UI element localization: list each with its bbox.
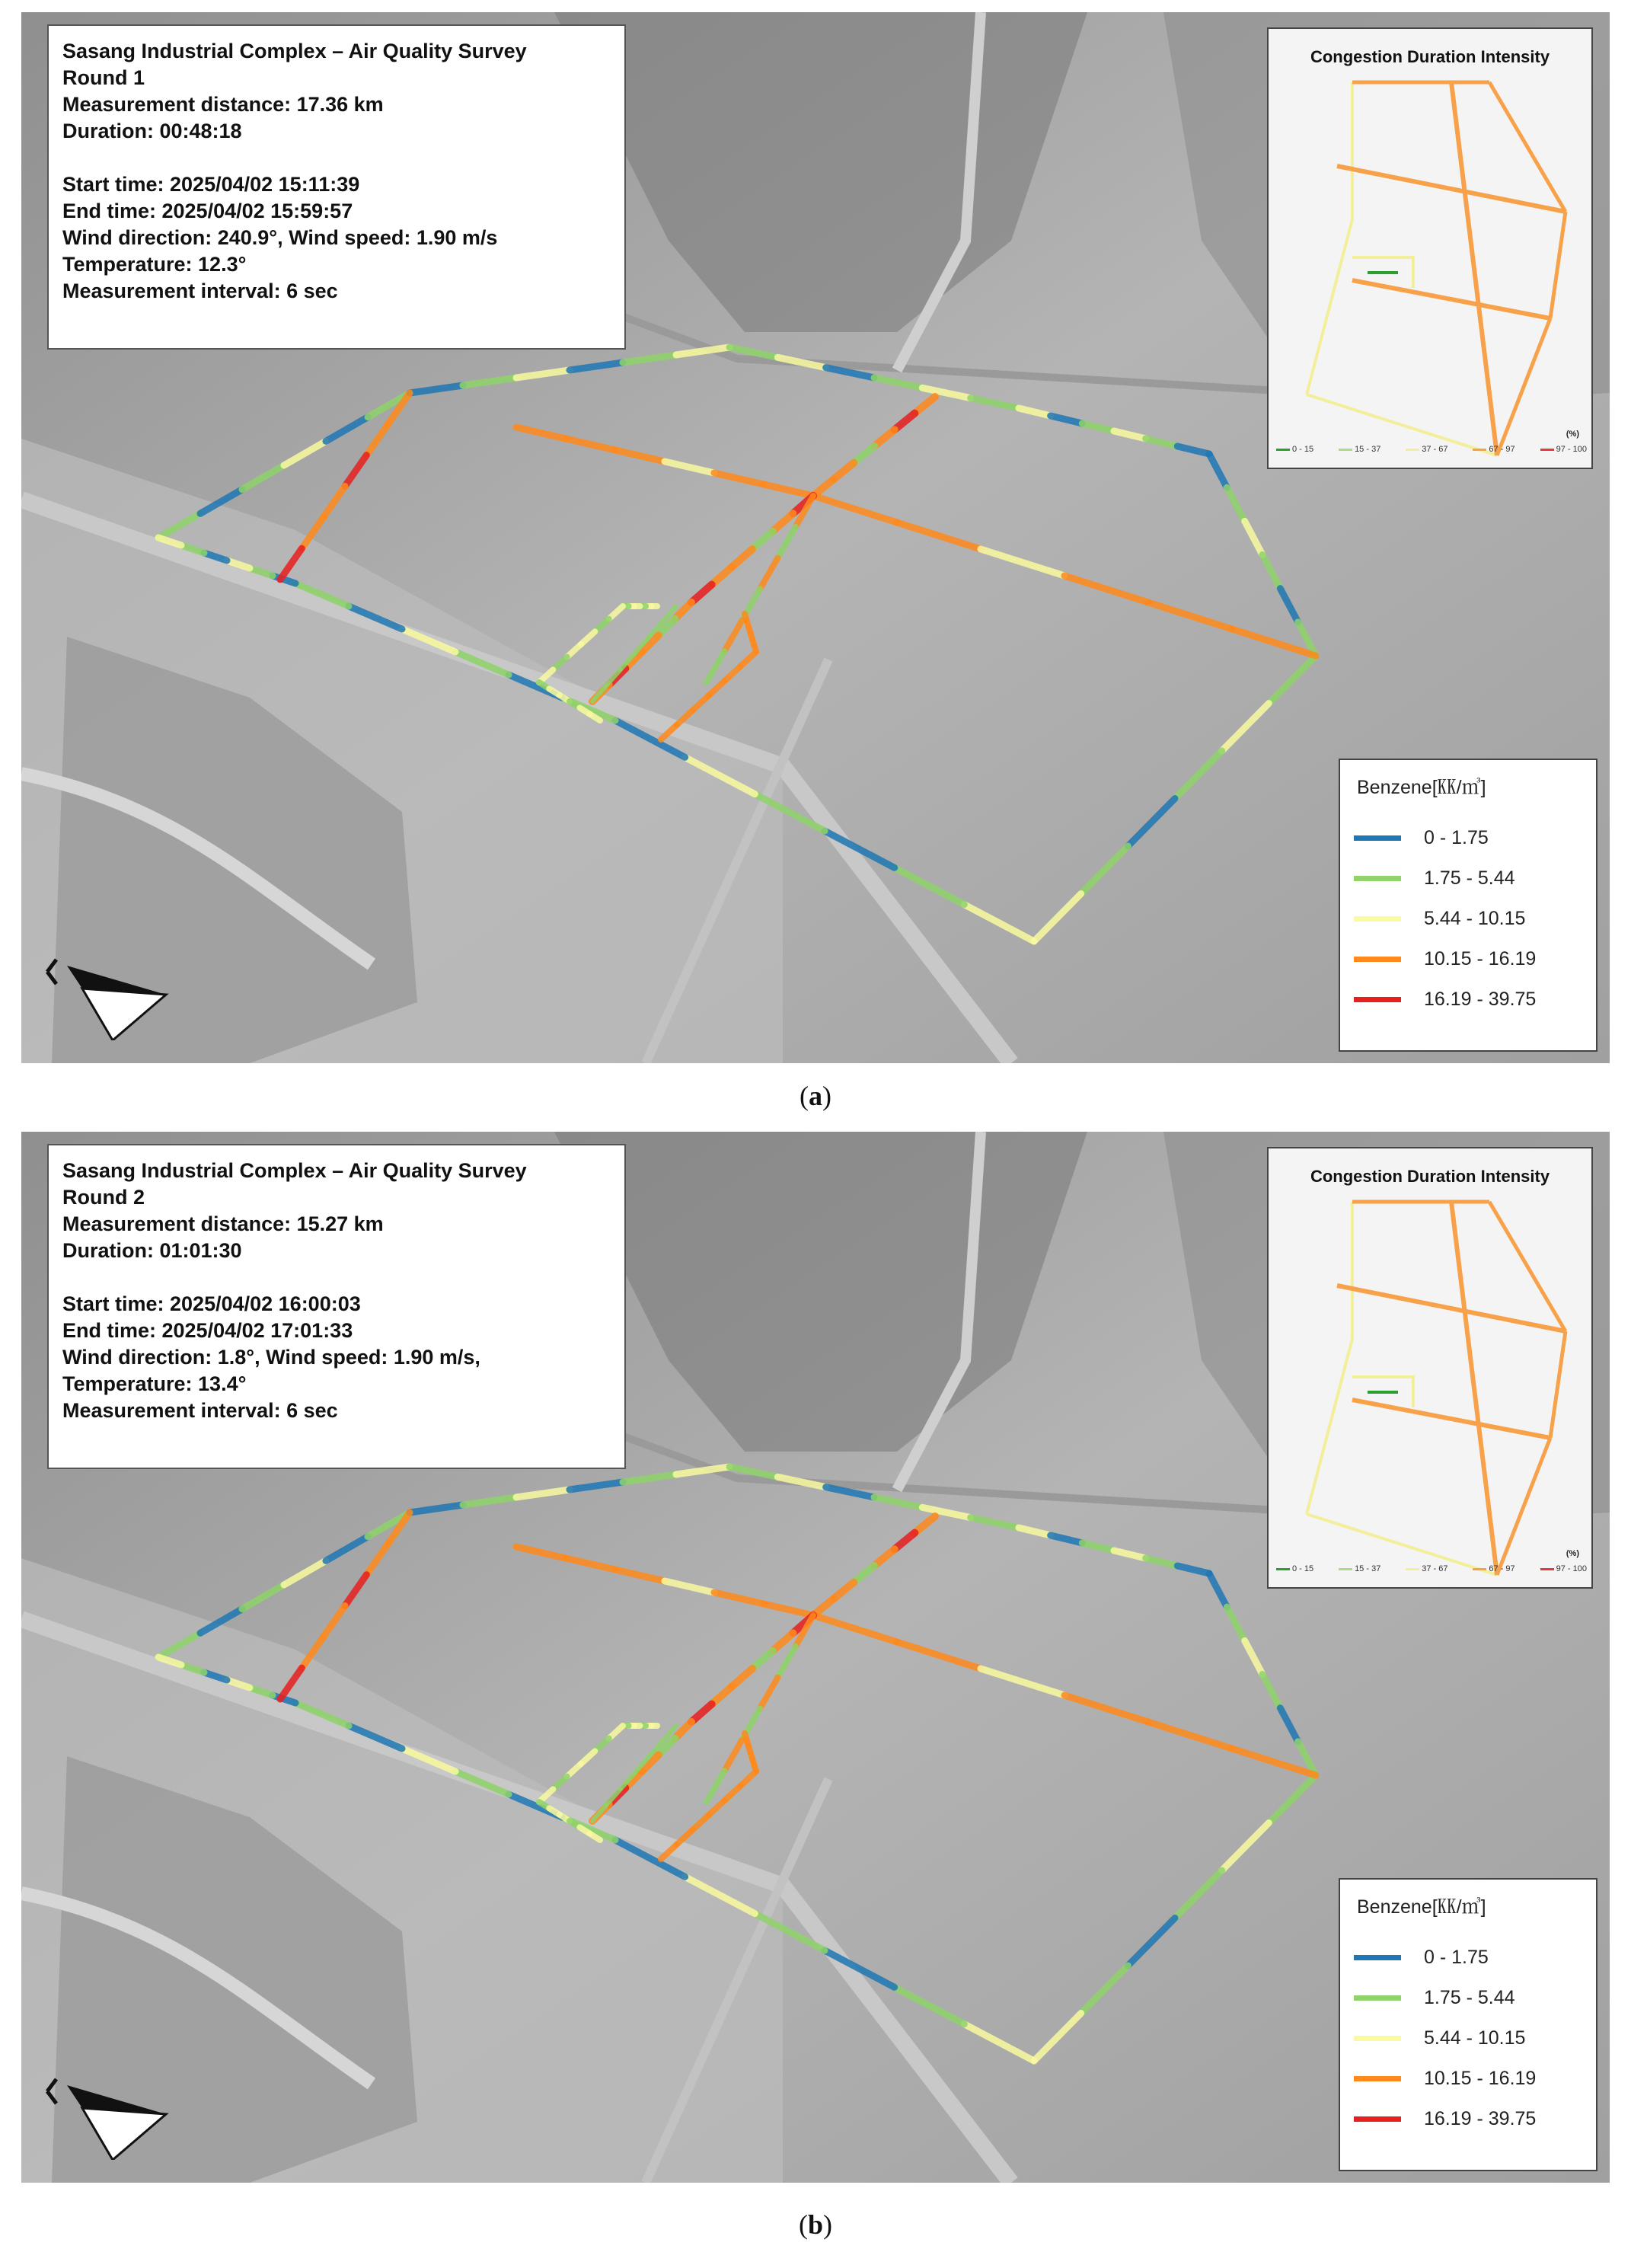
inset-legend-swatch (1473, 1568, 1486, 1570)
temperature: Temperature: 13.4° (62, 1372, 247, 1395)
legend-swatch (1354, 916, 1401, 922)
inset-legend-swatch (1339, 449, 1352, 451)
congestion-inset-map (1269, 29, 1591, 468)
inset-legend-label: 0 - 15 (1292, 445, 1314, 454)
survey-duration: Duration: 00:48:18 (62, 120, 242, 142)
inset-legend (1276, 445, 1587, 454)
survey-round: Round 1 (62, 66, 145, 89)
map-panel-a (21, 12, 1610, 1063)
benzene-legend-item (1354, 989, 1536, 1011)
measurement-interval: Measurement interval: 6 sec (62, 280, 338, 302)
start-time: Start time: 2025/04/02 15:11:39 (62, 173, 360, 196)
start-time: Start time: 2025/04/02 16:00:03 (62, 1292, 361, 1315)
legend-label: 1.75 - 5.44 (1424, 867, 1515, 889)
end-time: End time: 2025/04/02 15:59:57 (62, 200, 353, 222)
caption-b: (b) (798, 2209, 833, 2240)
inset-road-segment (1550, 1331, 1566, 1438)
inset-legend-label: 67 - 97 (1489, 445, 1515, 454)
legend-swatch (1354, 1955, 1401, 1960)
inset-road-segment (1497, 1438, 1550, 1575)
inset-legend-item (1540, 1564, 1587, 1573)
map-panel-b (21, 1132, 1610, 2183)
congestion-inset-map (1269, 1148, 1591, 1587)
legend-swatch (1354, 957, 1401, 962)
legend-swatch (1354, 876, 1401, 881)
legend-label: 5.44 - 10.15 (1424, 908, 1526, 929)
benzene-legend-item (1354, 948, 1536, 970)
legend-label: 0 - 1.75 (1424, 1947, 1489, 1968)
inset-road-segment (1451, 1202, 1497, 1575)
legend-label: 0 - 1.75 (1424, 827, 1489, 848)
inset-legend-swatch (1339, 1568, 1352, 1570)
inset-legend-item (1540, 445, 1587, 454)
inset-legend-item (1276, 445, 1313, 454)
inset-legend-swatch (1406, 1568, 1419, 1570)
inset-unit: (%) (1566, 1549, 1579, 1558)
legend-label: 16.19 - 39.75 (1424, 2108, 1537, 2129)
legend-label: 5.44 - 10.15 (1424, 2027, 1526, 2049)
measurement-distance: Measurement distance: 17.36 km (62, 93, 384, 116)
inset-legend-label: 15 - 37 (1355, 1564, 1381, 1573)
survey-round: Round 2 (62, 1186, 145, 1209)
congestion-inset (1267, 27, 1593, 469)
legend-swatch (1354, 835, 1401, 841)
benzene-legend (1339, 759, 1597, 1052)
benzene-legend-item (1354, 867, 1515, 890)
congestion-inset (1267, 1147, 1593, 1589)
inset-legend-item (1339, 445, 1380, 454)
caption-a: (a) (800, 1081, 831, 1111)
benzene-legend (1339, 1878, 1597, 2171)
legend-swatch (1354, 2036, 1401, 2041)
inset-legend-item (1276, 1564, 1313, 1573)
wind-info: Wind direction: 240.9°, Wind speed: 1.90 m/s (62, 226, 498, 249)
benzene-legend-title: Benzene[㏍/㎥] (1357, 777, 1486, 798)
inset-title: Congestion Duration Intensity (1310, 1167, 1550, 1186)
measurement-interval: Measurement interval: 6 sec (62, 1399, 338, 1422)
legend-swatch (1354, 1995, 1401, 2001)
legend-label: 1.75 - 5.44 (1424, 1987, 1515, 2008)
inset-legend-swatch (1276, 1568, 1290, 1570)
benzene-legend-item (1354, 1947, 1489, 1969)
temperature: Temperature: 12.3° (62, 253, 247, 276)
legend-label: 16.19 - 39.75 (1424, 989, 1537, 1010)
survey-title: Sasang Industrial Complex – Air Quality Survey (62, 1159, 527, 1182)
inset-legend-swatch (1540, 1568, 1554, 1570)
measurement-distance: Measurement distance: 15.27 km (62, 1212, 384, 1235)
inset-legend-label: 67 - 97 (1489, 1564, 1515, 1573)
benzene-legend-item (1354, 1987, 1515, 2009)
inset-road-segment (1352, 280, 1550, 318)
inset-road-segment (1307, 219, 1352, 395)
benzene-legend-item (1354, 2027, 1525, 2049)
inset-legend-swatch (1276, 449, 1290, 451)
inset-legend-label: 37 - 67 (1422, 445, 1448, 454)
benzene-legend-item (1354, 908, 1525, 930)
inset-legend-item (1473, 1564, 1514, 1573)
inset-legend-item (1339, 1564, 1380, 1573)
inset-legend-label: 15 - 37 (1355, 445, 1381, 454)
legend-label: 10.15 - 16.19 (1424, 2068, 1537, 2089)
inset-legend-swatch (1406, 449, 1419, 451)
north-arrow-icon (37, 2068, 181, 2160)
inset-legend-label: 97 - 100 (1556, 1564, 1587, 1573)
inset-legend-label: 97 - 100 (1556, 445, 1587, 454)
benzene-legend-title: Benzene[㏍/㎥] (1357, 1896, 1486, 1918)
inset-legend (1276, 1564, 1587, 1573)
survey-info-box (47, 1144, 626, 1469)
inset-road-segment (1497, 318, 1550, 455)
north-arrow-icon (37, 949, 181, 1040)
inset-legend-label: 37 - 67 (1422, 1564, 1448, 1573)
inset-road-segment (1352, 1400, 1550, 1438)
legend-swatch (1354, 2116, 1401, 2122)
inset-legend-item (1473, 445, 1514, 454)
benzene-legend-item (1354, 2108, 1536, 2130)
inset-road-segment (1489, 82, 1566, 212)
inset-road-segment (1337, 166, 1566, 212)
inset-road-segment (1337, 1286, 1566, 1331)
legend-swatch (1354, 2076, 1401, 2081)
survey-info-box (47, 24, 626, 350)
end-time: End time: 2025/04/02 17:01:33 (62, 1319, 353, 1342)
survey-duration: Duration: 01:01:30 (62, 1239, 242, 1262)
inset-road-segment (1451, 82, 1497, 455)
benzene-legend-item (1354, 2068, 1536, 2090)
inset-road-segment (1550, 212, 1566, 318)
wind-info: Wind direction: 1.8°, Wind speed: 1.90 m/s, (62, 1346, 480, 1369)
inset-legend-item (1406, 445, 1447, 454)
survey-title: Sasang Industrial Complex – Air Quality Survey (62, 40, 527, 62)
inset-legend-swatch (1473, 449, 1486, 451)
legend-label: 10.15 - 16.19 (1424, 948, 1537, 969)
inset-road-segment (1307, 1339, 1352, 1514)
inset-legend-item (1406, 1564, 1447, 1573)
inset-road-segment (1489, 1202, 1566, 1331)
benzene-legend-item (1354, 827, 1489, 849)
inset-legend-swatch (1540, 449, 1554, 451)
legend-swatch (1354, 997, 1401, 1002)
inset-unit: (%) (1566, 430, 1579, 439)
inset-legend-label: 0 - 15 (1292, 1564, 1314, 1573)
inset-title: Congestion Duration Intensity (1310, 47, 1550, 66)
